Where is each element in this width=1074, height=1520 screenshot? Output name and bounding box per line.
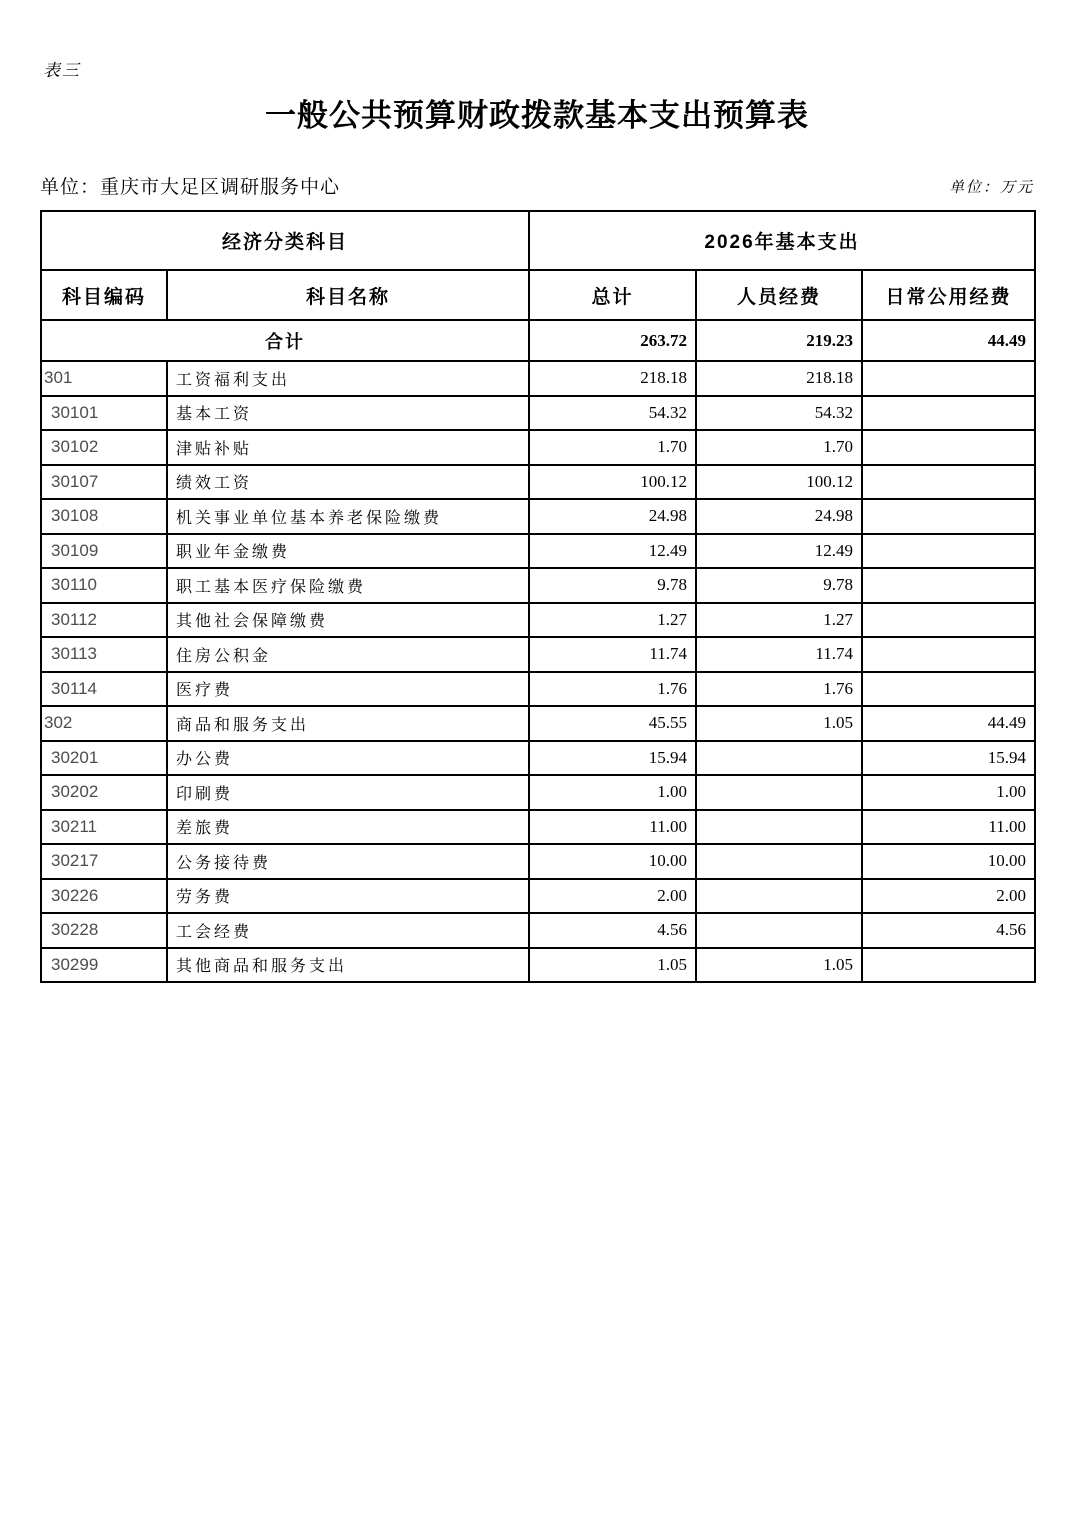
table-row <box>41 948 1035 983</box>
subject-code-cell: 30110 <box>41 568 167 603</box>
daily-public-cell: 4.56 <box>862 913 1035 948</box>
subject-name-cell: 其他商品和服务支出 <box>167 948 529 983</box>
subject-name-cell: 工会经费 <box>167 913 529 948</box>
daily-public-cell <box>862 465 1035 500</box>
subject-name-cell: 印刷费 <box>167 775 529 810</box>
subject-code-cell: 301 <box>41 361 167 396</box>
personnel-cell: 1.76 <box>696 672 862 707</box>
daily-public-cell <box>862 603 1035 638</box>
total-row-daily-public-cell: 44.49 <box>862 320 1035 361</box>
personnel-cell: 1.05 <box>696 706 862 741</box>
total-row-total-cell: 263.72 <box>529 320 696 361</box>
subject-name-cell: 基本工资 <box>167 396 529 431</box>
currency-unit-label: 单位：万元 <box>948 180 1034 196</box>
subject-name-cell: 劳务费 <box>167 879 529 914</box>
daily-public-cell <box>862 396 1035 431</box>
personnel-cell: 9.78 <box>696 568 862 603</box>
column-header-subject-name: 科目名称 <box>167 270 529 320</box>
table-row <box>41 396 1035 431</box>
table-row <box>41 603 1035 638</box>
column-header-subject-code: 科目编码 <box>41 270 167 320</box>
subject-name-cell: 绩效工资 <box>167 465 529 500</box>
daily-public-cell: 2.00 <box>862 879 1035 914</box>
personnel-cell: 54.32 <box>696 396 862 431</box>
personnel-cell: 11.74 <box>696 637 862 672</box>
subject-name-cell: 办公费 <box>167 741 529 776</box>
total-cell: 11.74 <box>529 637 696 672</box>
subject-name-cell: 公务接待费 <box>167 844 529 879</box>
total-cell: 1.00 <box>529 775 696 810</box>
total-cell: 218.18 <box>529 361 696 396</box>
subject-code-cell: 30101 <box>41 396 167 431</box>
total-cell: 1.27 <box>529 603 696 638</box>
page-title: 一般公共预算财政拨款基本支出预算表 <box>265 98 809 133</box>
org-unit-label: 单位：重庆市大足区调研服务中心 <box>40 177 341 198</box>
personnel-cell <box>696 913 862 948</box>
total-cell: 15.94 <box>529 741 696 776</box>
total-cell: 24.98 <box>529 499 696 534</box>
total-cell: 11.00 <box>529 810 696 845</box>
daily-public-cell <box>862 568 1035 603</box>
daily-public-cell <box>862 534 1035 569</box>
table-number-label: 表三 <box>43 61 81 80</box>
total-row-personnel-cell: 219.23 <box>696 320 862 361</box>
subject-name-cell: 机关事业单位基本养老保险缴费 <box>167 499 529 534</box>
table-row <box>41 810 1035 845</box>
budget-table <box>40 210 1036 983</box>
subject-name-cell: 医疗费 <box>167 672 529 707</box>
daily-public-cell: 11.00 <box>862 810 1035 845</box>
subject-code-cell: 30217 <box>41 844 167 879</box>
total-cell: 1.76 <box>529 672 696 707</box>
budget-table-body <box>41 320 1035 982</box>
total-cell: 100.12 <box>529 465 696 500</box>
subject-name-cell: 津贴补贴 <box>167 430 529 465</box>
table-row <box>41 568 1035 603</box>
table-row <box>41 672 1035 707</box>
subject-name-cell: 职业年金缴费 <box>167 534 529 569</box>
total-cell: 9.78 <box>529 568 696 603</box>
total-row <box>41 320 1035 361</box>
subject-code-cell: 30108 <box>41 499 167 534</box>
total-cell: 2.00 <box>529 879 696 914</box>
meta-row <box>40 172 1034 199</box>
table-row <box>41 361 1035 396</box>
subject-code-cell: 30112 <box>41 603 167 638</box>
daily-public-cell <box>862 637 1035 672</box>
personnel-cell <box>696 775 862 810</box>
daily-public-cell <box>862 430 1035 465</box>
personnel-cell: 100.12 <box>696 465 862 500</box>
subject-code-cell: 30102 <box>41 430 167 465</box>
daily-public-cell: 10.00 <box>862 844 1035 879</box>
subject-code-cell: 30299 <box>41 948 167 983</box>
total-cell: 54.32 <box>529 396 696 431</box>
subject-code-cell: 30226 <box>41 879 167 914</box>
subject-name-cell: 差旅费 <box>167 810 529 845</box>
column-group-economic-classification: 经济分类科目 <box>41 211 529 270</box>
column-header-personnel-funds: 人员经费 <box>696 270 862 320</box>
table-row <box>41 534 1035 569</box>
personnel-cell <box>696 879 862 914</box>
subject-name-cell: 职工基本医疗保险缴费 <box>167 568 529 603</box>
subject-code-cell: 30202 <box>41 775 167 810</box>
subject-code-cell: 30109 <box>41 534 167 569</box>
subject-code-cell: 30107 <box>41 465 167 500</box>
table-row <box>41 430 1035 465</box>
table-row <box>41 844 1035 879</box>
personnel-cell: 218.18 <box>696 361 862 396</box>
column-group-2026-basic-expenditure: 2026年基本支出 <box>529 211 1035 270</box>
daily-public-cell <box>862 672 1035 707</box>
column-header-daily-public-funds: 日常公用经费 <box>862 270 1035 320</box>
daily-public-cell: 1.00 <box>862 775 1035 810</box>
table-row <box>41 741 1035 776</box>
total-cell: 45.55 <box>529 706 696 741</box>
subject-code-cell: 30114 <box>41 672 167 707</box>
subject-name-cell: 工资福利支出 <box>167 361 529 396</box>
personnel-cell <box>696 844 862 879</box>
table-row <box>41 913 1035 948</box>
subject-code-cell: 30201 <box>41 741 167 776</box>
table-row <box>41 879 1035 914</box>
subject-code-cell: 30113 <box>41 637 167 672</box>
total-cell: 4.56 <box>529 913 696 948</box>
column-header-total: 总计 <box>529 270 696 320</box>
personnel-cell: 1.27 <box>696 603 862 638</box>
subject-name-cell: 住房公积金 <box>167 637 529 672</box>
total-cell: 1.70 <box>529 430 696 465</box>
column-header-row <box>41 270 1035 320</box>
daily-public-cell <box>862 948 1035 983</box>
table-row <box>41 499 1035 534</box>
table-row <box>41 775 1035 810</box>
daily-public-cell: 44.49 <box>862 706 1035 741</box>
daily-public-cell <box>862 499 1035 534</box>
table-row <box>41 637 1035 672</box>
subject-name-cell: 商品和服务支出 <box>167 706 529 741</box>
table-row <box>41 465 1035 500</box>
subject-name-cell: 其他社会保障缴费 <box>167 603 529 638</box>
total-cell: 10.00 <box>529 844 696 879</box>
total-cell: 1.05 <box>529 948 696 983</box>
personnel-cell <box>696 741 862 776</box>
total-row-label: 合计 <box>41 320 529 361</box>
daily-public-cell: 15.94 <box>862 741 1035 776</box>
total-cell: 12.49 <box>529 534 696 569</box>
group-header-row <box>41 211 1035 270</box>
subject-code-cell: 302 <box>41 706 167 741</box>
table-row <box>41 706 1035 741</box>
personnel-cell: 12.49 <box>696 534 862 569</box>
subject-code-cell: 30211 <box>41 810 167 845</box>
personnel-cell: 1.05 <box>696 948 862 983</box>
personnel-cell: 1.70 <box>696 430 862 465</box>
subject-code-cell: 30228 <box>41 913 167 948</box>
daily-public-cell <box>862 361 1035 396</box>
personnel-cell <box>696 810 862 845</box>
personnel-cell: 24.98 <box>696 499 862 534</box>
